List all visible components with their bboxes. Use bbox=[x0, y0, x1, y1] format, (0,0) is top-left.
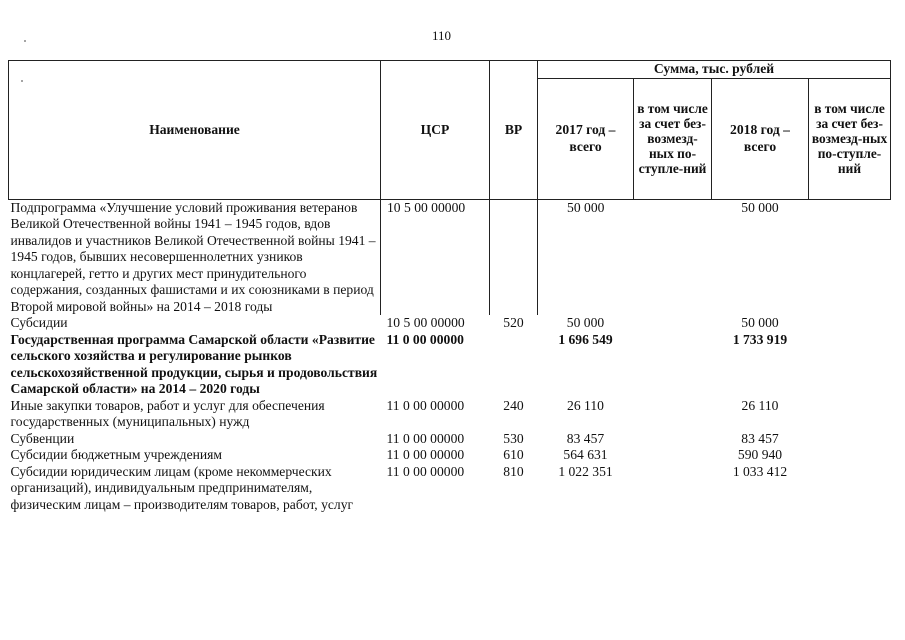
row-sum-2018: 50 000 bbox=[741, 199, 779, 215]
header-2018-incl: в том числе за счет без-возмезд-ных по-ступле-ний bbox=[809, 78, 891, 199]
table-row bbox=[9, 332, 891, 398]
row-name: Субсидии бюджетным учреждениям bbox=[10, 447, 223, 462]
header-2017-incl: в том числе за счет без-возмезд-ных по-ступле-ний bbox=[634, 78, 712, 199]
header-sum-group: Сумма, тыс. рублей bbox=[538, 61, 891, 79]
row-name: Государственная программа Самарской области «Развитие сельского хозяйства и регулирование рынков сельскохозяйственной продукции, сырья и продовольствия Самарской области» на 2014 – 2020 годы bbox=[10, 331, 378, 396]
table-row bbox=[9, 199, 891, 315]
table-row bbox=[9, 464, 891, 514]
row-sum-2018: 83 457 bbox=[741, 430, 779, 446]
scan-speck bbox=[24, 40, 26, 42]
table-row bbox=[9, 398, 891, 431]
table-row bbox=[9, 315, 891, 332]
row-vr bbox=[490, 199, 538, 315]
row-sum-2017: 564 631 bbox=[563, 447, 608, 462]
page-number: 110 bbox=[432, 28, 452, 43]
row-incl-2017 bbox=[634, 447, 712, 464]
table-row bbox=[9, 447, 891, 464]
row-name: Субсидии bbox=[10, 315, 68, 330]
row-name: Подпрограмма «Улучшение условий проживания ветеранов Великой Отечественной войны 1941 – 1945 годов, вдов инвалидов и участников Великой Отечественной войны 1941 – 1945 годов, бывших несовершеннолетних узников концлагерей, гетто и других мест принудительного содержания, созданных фашистами и их союзниками в период Второй мировой войны» на 2014 – 2018 годы bbox=[9, 199, 381, 315]
row-name: Субсидии юридическим лицам (кроме некоммерческих организаций), индивидуальным предпринимателям, физическим лицам – производителям товаров, работ, услуг bbox=[10, 463, 354, 512]
row-sum-2017: 1 696 549 bbox=[558, 331, 613, 347]
row-incl-2017 bbox=[634, 464, 712, 514]
row-vr: 610 bbox=[503, 447, 524, 462]
header-2017-total: 2017 год – всего bbox=[538, 78, 634, 199]
row-vr: 810 bbox=[503, 463, 524, 479]
row-vr: 240 bbox=[503, 397, 524, 413]
row-csr: 11 0 00 00000 bbox=[386, 430, 465, 446]
header-2018-total: 2018 год – всего bbox=[712, 78, 809, 199]
row-sum-2018: 1 733 919 bbox=[732, 331, 788, 347]
row-incl-2018 bbox=[809, 398, 891, 431]
row-sum-2017: 26 110 bbox=[567, 397, 604, 413]
row-sum-2018: 590 940 bbox=[737, 447, 783, 462]
row-csr: 11 0 00 00000 bbox=[386, 447, 465, 462]
row-csr: 11 0 00 00000 bbox=[386, 397, 465, 413]
row-incl-2017 bbox=[634, 431, 712, 448]
row-sum-2017: 1 022 351 bbox=[558, 463, 613, 479]
row-csr: 10 5 00 00000 bbox=[386, 315, 465, 330]
row-vr: 520 bbox=[503, 315, 524, 330]
row-incl-2018 bbox=[809, 447, 891, 464]
row-name: Субвенции bbox=[10, 430, 75, 446]
row-csr: 11 0 00 00000 bbox=[386, 331, 464, 347]
row-sum-2018: 1 033 412 bbox=[732, 463, 788, 479]
budget-table bbox=[8, 60, 891, 513]
header-vr: ВР bbox=[490, 61, 538, 200]
row-incl-2017 bbox=[634, 199, 712, 315]
row-sum-2017: 83 457 bbox=[566, 430, 605, 446]
row-incl-2017 bbox=[634, 332, 712, 398]
row-incl-2018 bbox=[809, 315, 891, 332]
row-vr bbox=[490, 332, 538, 398]
header-name: Наименование bbox=[9, 61, 381, 200]
row-incl-2017 bbox=[634, 398, 712, 431]
row-sum-2017: 50 000 bbox=[567, 199, 605, 215]
row-csr: 10 5 00 00000 bbox=[381, 199, 490, 315]
row-sum-2017: 50 000 bbox=[566, 315, 605, 330]
table-row bbox=[9, 431, 891, 448]
row-incl-2018 bbox=[809, 199, 891, 315]
row-incl-2017 bbox=[634, 315, 712, 332]
row-incl-2018 bbox=[809, 431, 891, 448]
row-vr: 530 bbox=[503, 430, 524, 446]
row-name: Иные закупки товаров, работ и услуг для обеспечения государственных (муниципальных) нужд bbox=[10, 397, 325, 429]
row-sum-2018: 26 110 bbox=[741, 397, 779, 413]
row-csr: 11 0 00 00000 bbox=[386, 463, 465, 479]
row-sum-2018: 50 000 bbox=[741, 315, 779, 330]
row-incl-2018 bbox=[809, 332, 891, 398]
header-csr: ЦСР bbox=[381, 61, 490, 200]
row-incl-2018 bbox=[809, 464, 891, 514]
